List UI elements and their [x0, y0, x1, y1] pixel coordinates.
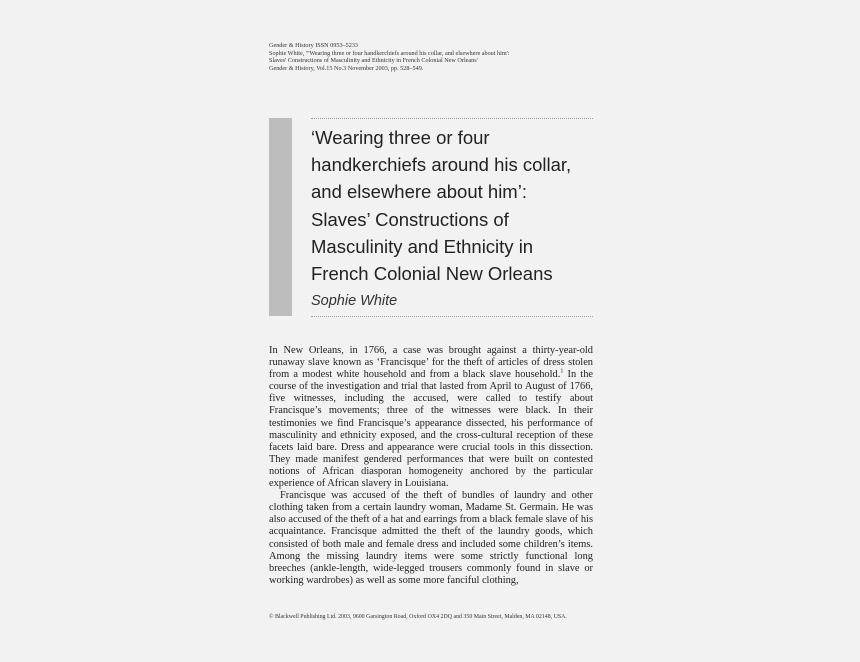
- article-body: [269, 345, 593, 587]
- title-top-rule: [311, 118, 593, 119]
- header-line: Gender & History ISSN 0953–5233: [269, 42, 359, 49]
- paragraph-text: In New Orleans, in 1766, a case was brought against a thirty-year-old runaway slave known as ‘Francisque’ for the theft of articles of dress stolen from a modest white household and from a black slave household.: [269, 345, 593, 381]
- title-bottom-rule: [311, 316, 593, 317]
- body-paragraph: Francisque was accused of the theft of bundles of laundry and other clothing taken from a certain laundry woman, Madame St. Germain. He was also accused of the theft of a hat and earrings from a black female slave of his acquaintance. Francisque admitted the theft of the laundry goods, which consisted of both male and female dress and included some children’s items. Among the missing laundry items were some strictly functional long breeches (ankle-length, wide-legged trousers commonly found in slave or working wardrobes) as well as some more fanciful clothing,: [269, 490, 593, 586]
- title-line: Slaves’ Constructions of: [311, 208, 509, 230]
- header-line: Gender & History, Vol.15 No.3 November 2003, pp. 528–549.: [269, 64, 424, 72]
- header-line: Slaves' Constructions of Masculinity and Ethnicity in French Colonial New Orleans': [269, 57, 478, 65]
- title-line: and elsewhere about him’:: [311, 181, 527, 203]
- header-line: Sophie White, "'Wearing three or four handkerchiefs around his collar, and elsewhere about him':: [269, 49, 510, 57]
- paragraph-text: In the course of the investigation and trial that lasted from April to August of 1766, five witnesses, including the accused, were called to testify about Francisque’s movements; three of the witnesses were black. In their testimonies we find Francisque’s appearance dissected, his performance of masculinity and ethnicity exposed, and the cross-cultural reception of these facets laid bare. Dress and appearance were crucial tools in this dissection. They made manifest gendered performances that were built on contested notions of African diasporan homogeneity anchored by the particular experience of African slavery in Louisiana.: [269, 369, 594, 490]
- title-line: Masculinity and Ethnicity in: [311, 235, 534, 257]
- body-paragraph: [269, 345, 593, 490]
- footnote-mark[interactable]: 1: [560, 368, 564, 375]
- title-line: handkerchiefs around his collar,: [311, 154, 572, 176]
- article-title: [311, 124, 611, 287]
- title-line: French Colonial New Orleans: [311, 263, 553, 285]
- copyright-footer: © Blackwell Publishing Ltd. 2003, 9600 Garsington Road, Oxford OX4 2DQ and 350 Main Street, Malden, MA 02148, USA.: [269, 614, 567, 620]
- journal-header: [269, 42, 599, 72]
- title-line: ‘Wearing three or four: [311, 127, 490, 148]
- title-side-bar: [269, 118, 292, 316]
- article-author: Sophie White: [311, 293, 398, 309]
